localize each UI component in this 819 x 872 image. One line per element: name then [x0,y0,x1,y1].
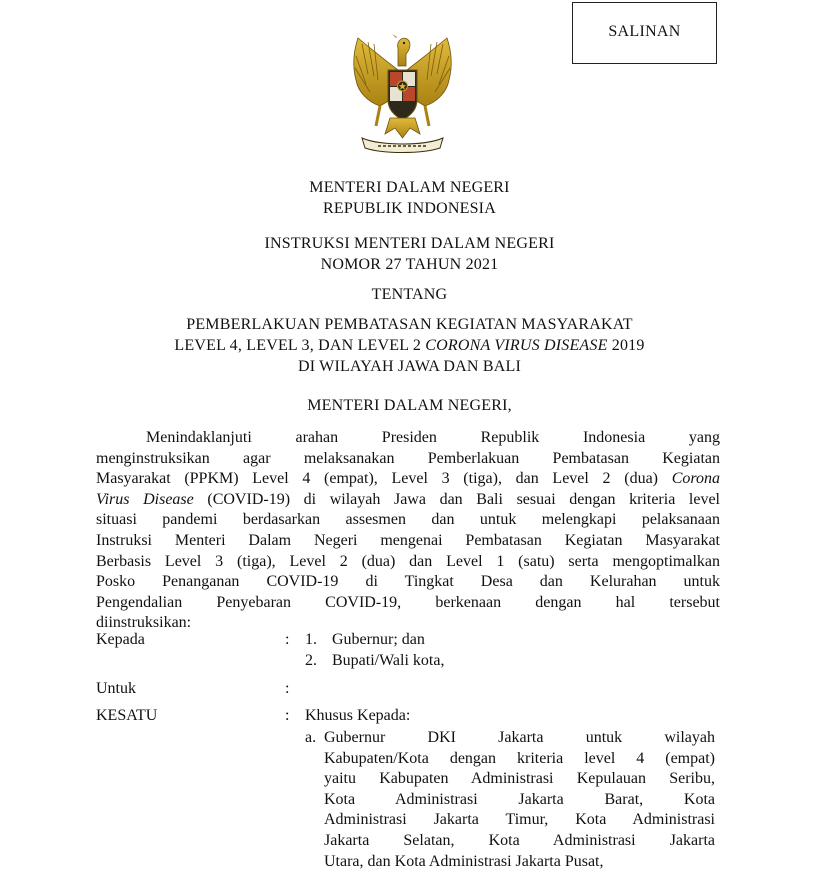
kepada-item-number: 1. [305,631,317,648]
kesatu-item-a-line: Kabupaten/Kota dengan kriteria level 4 (empat) [324,749,715,767]
title-number: NOMOR 27 TAHUN 2021 [320,256,499,273]
preamble-line: menginstruksikan agar melaksanakan Pemberlakuan Pembatasan Kegiatan [96,449,720,467]
title-instruction: INSTRUKSI MENTERI DALAM NEGERI [264,235,555,252]
kepada-item-text: Gubernur; dan [332,631,425,648]
kesatu-item-a-line: Kota Administrasi Jakarta Barat, Kota [324,790,715,808]
preamble-line: Instruksi Menteri Dalam Negeri mengenai Pembatasan Kegiatan Masyarakat [96,531,720,549]
kesatu-item-a-line: Administrasi Jakarta Timur, Kota Administrasi [324,811,715,829]
garuda-emblem-icon [340,30,465,155]
preamble-line: situasi pandemi berdasarkan assesmen dan untuk melengkapi pelaksanaan [96,511,720,529]
kepada-label: Kepada [96,631,145,648]
kesatu-colon: : [285,707,290,724]
subject-line-3: DI WILAYAH JAWA DAN BALI [297,358,522,375]
preamble-line [96,490,720,511]
preamble-line: diinstruksikan: [96,614,192,632]
salinan-stamp: SALINAN [572,2,717,64]
kesatu-item-a-line: yaitu Kabupaten Administrasi Kepulauan Seribu, [324,770,715,788]
kesatu-intro: Khusus Kepada: [305,707,411,724]
subject-line-1: PEMBERLAKUAN PEMBATASAN KEGIATAN MASYARAKAT [186,316,633,333]
untuk-label: Untuk [96,680,136,697]
kesatu-item-a [324,728,715,872]
kepada-item-text: Bupati/Wali kota, [332,652,445,669]
kesatu-label: KESATU [96,707,158,724]
kesatu-item-a-line: Gubernur DKI Jakarta untuk wilayah [324,729,715,746]
preamble-italic: Virus Disease [96,490,194,508]
preamble-italic: Corona [671,470,720,488]
kesatu-item-a-line: Jakarta Selatan, Kota Administrasi Jakarta [324,831,715,849]
subject-italic: CORONA VIRUS DISEASE [425,337,608,354]
preamble-paragraph [96,428,720,634]
header-republic: REPUBLIK INDONESIA [323,200,496,217]
subject-line-2 [0,335,819,356]
header-minister: MENTERI DALAM NEGERI [309,179,510,196]
preamble-line: Posko Penanganan COVID-19 di Tingkat Desa dan Kelurahan untuk [96,573,720,591]
kepada-colon: : [285,631,290,648]
preamble-line [96,469,720,490]
issuer-heading: MENTERI DALAM NEGERI, [307,397,512,414]
subject-year: 2019 [607,337,645,354]
preamble-text: Masyarakat (PPKM) Level 4 (empat), Level 3 (tiga), dan Level 2 (dua) [96,470,672,488]
kesatu-item-a-line: Utara, dan Kota Administrasi Jakarta Pusat, [324,852,604,870]
preamble-line: Menindaklanjuti arahan Presiden Republik Indonesia yang [146,429,720,446]
preamble-line: Berbasis Level 3 (tiga), Level 2 (dua) dan Level 1 (satu) serta mengoptimalkan [96,552,720,570]
preamble-line: Pengendalian Penyebaran COVID-19, berkenaan dengan hal tersebut [96,593,720,611]
title-tentang: TENTANG [371,286,448,303]
subject-text: LEVEL 4, LEVEL 3, DAN LEVEL 2 [174,337,426,354]
preamble-text: (COVID-19) di wilayah Jawa dan Bali sesuai dengan kriteria level [193,490,721,508]
untuk-colon: : [285,680,290,697]
kepada-item-number: 2. [305,652,317,669]
kesatu-item-a-number: a. [305,729,317,746]
